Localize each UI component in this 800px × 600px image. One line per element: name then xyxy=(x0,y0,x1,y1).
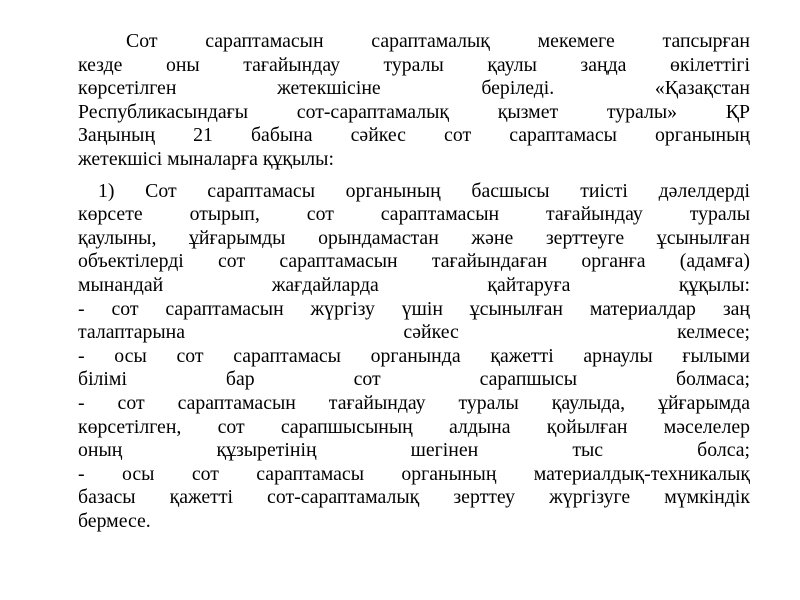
text-line: жетекшісі мыналарға құқылы: xyxy=(78,147,334,170)
list-item-line: - сот сараптамасын тағайындау туралы қаулыда, ұйғарымда xyxy=(78,391,750,414)
text-line: объектілерді сот сараптамасын тағайындаған органға (адамға) xyxy=(78,250,750,273)
text-line: базасы қажетті сот-сараптамалық зерттеу жүргізуге мүмкіндік xyxy=(78,486,750,509)
list-item-line: - осы сот сараптамасы органында қажетті арнаулы ғылыми xyxy=(78,344,750,367)
slide-text-body xyxy=(78,30,750,533)
paragraph-rights-list xyxy=(78,180,750,534)
text-line: қаулыны, ұйғарымды орындамастан және зерттеуге ұсынылған xyxy=(78,226,750,249)
text-line: оның құзыретінің шегінен тыс болса; xyxy=(78,439,750,462)
paragraph-intro xyxy=(78,30,750,172)
list-item-line: - осы сот сараптамасы органының материалдық-техникалық xyxy=(78,462,750,485)
list-item-line: - сот сараптамасын жүргізу үшін ұсынылған материалдар заң xyxy=(78,297,750,320)
text-line: Заңының 21 бабына сәйкес сот сараптамасы органының xyxy=(78,124,750,147)
text-line: көрсетілген, сот сарапшысының алдына қойылған мәселелер xyxy=(78,415,750,438)
text-line: Республикасындағы сот-сараптамалық қызмет туралы» ҚР xyxy=(78,100,750,123)
text-line: талаптарына сәйкес келмесе; xyxy=(78,321,750,344)
text-line: мынандай жағдайларда қайтаруға құқылы: xyxy=(78,273,750,296)
text-line: кезде оны тағайындау туралы қаулы заңда өкілеттігі xyxy=(78,53,750,76)
text-line: білімі бар сот сарапшысы болмаса; xyxy=(78,368,750,391)
text-line: Сот сараптамасын сараптамалық мекемеге тапсырған xyxy=(126,30,750,52)
text-line: бермесе. xyxy=(78,509,151,532)
text-line: көрсете отырып, сот сараптамасын тағайындау туралы xyxy=(78,203,750,226)
text-line: 1) Сот сараптамасы органының басшысы тиісті дәлелдерді xyxy=(98,179,750,202)
text-line: көрсетілген жетекшісіне беріледі. «Қазақстан xyxy=(78,77,750,100)
